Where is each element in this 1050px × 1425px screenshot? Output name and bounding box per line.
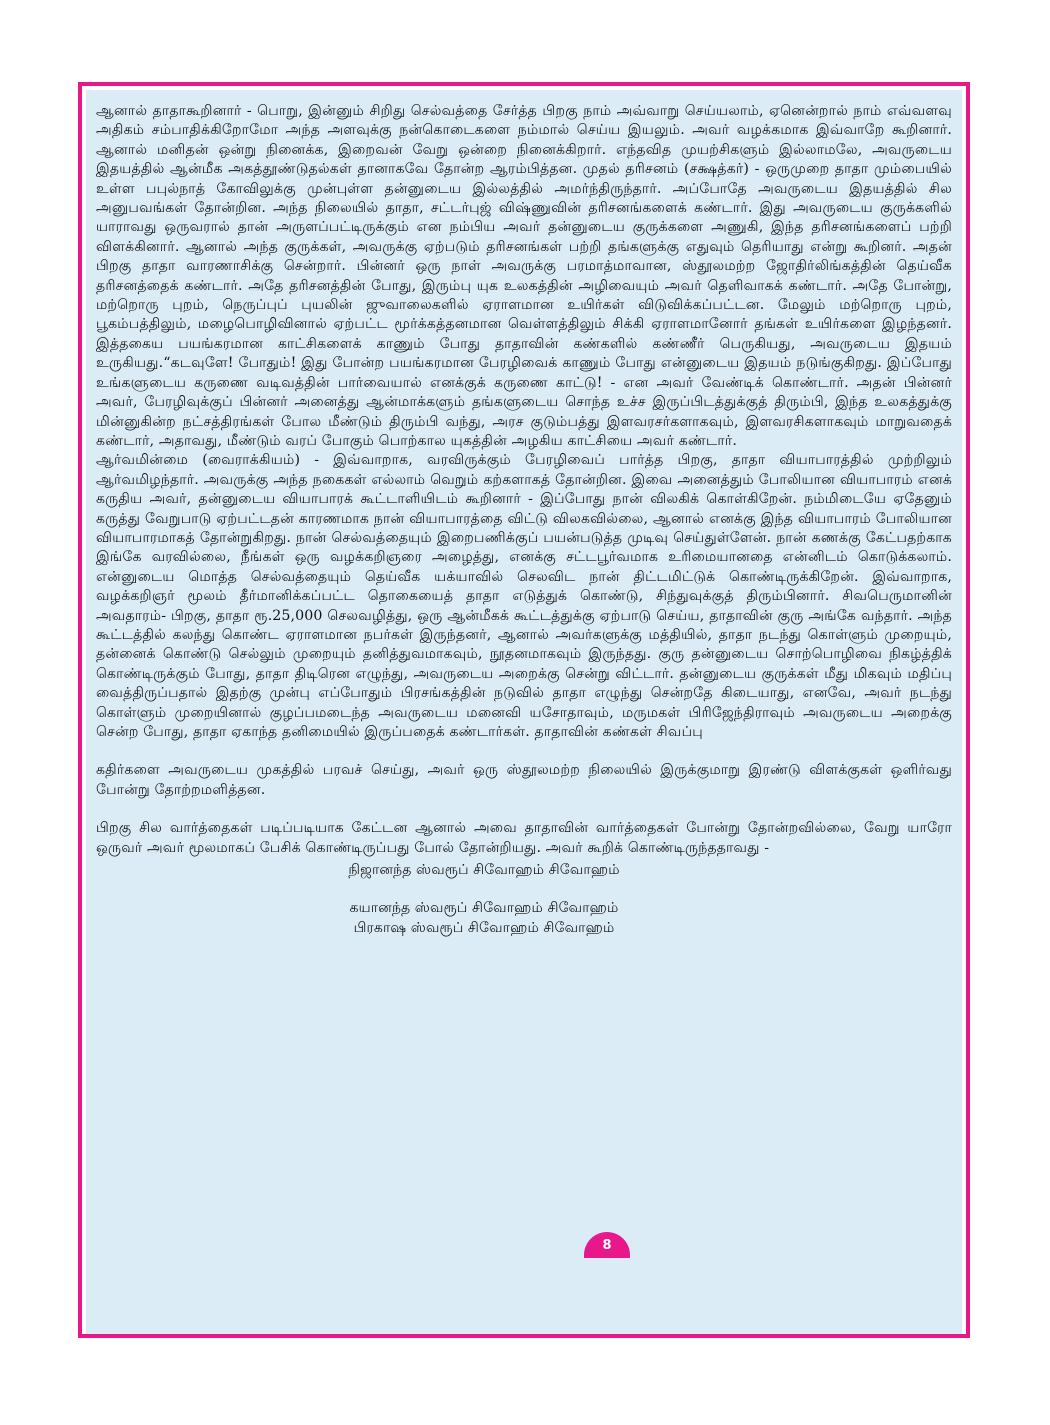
paragraph-detachment: ஆர்வமின்மை (வைராக்கியம்) - இவ்வாறாக, வரவிருக்கும் பேரழிவைப் பார்த்த பிறகு, தாதா வியாபாரத்தில் முற்றிலும் ஆர்வமிழந்தார். அவருக்கு அந்த நகைகள் எல்லாம் வெறும் கற்களாகத் தோன்றின. இவை அனைத்தும் போலியான வியாபாரம் எனக் கருதிய அவர், தன்னுடைய வியாபாரக் கூட்டாளியிடம் கூறினார் - இப்போது நான் விலகிக் கொள்கிறேன். நம்மிடையே ஏதேனும் கருத்து வேறுபாடு ஏற்பட்டதன் காரணமாக நான் வியாபாரத்தை விட்டு விலகவில்லை, ஆனால் எனக்கு இந்த வியாபாரம் போலியான வியாபாரமாகத் தோன்றுகிறது. நான் செல்வத்தையும் இறைபணிக்குப் பயன்படுத்த முடிவு செய்துள்ளேன். நான் கணக்கு கேட்பதற்காக இங்கே வரவில்லை, நீங்கள் ஒரு வழக்கறிஞரை அழைத்து, எனக்கு சட்டபூர்வமாக உரிமையானதை என்னிடம் கொடுக்கலாம். என்னுடைய மொத்த செல்வத்தையும் தெய்வீக யக்யாவில் செலவிட நான் திட்டமிட்டுக் கொண்டிருக்கிறேன். இவ்வாறாக, வழக்கறிஞர் மூலம் தீர்மானிக்கப்பட்ட தொகையைத் தாதா எடுத்துக் கொண்டு, சிந்துவுக்குத் திரும்பினார். சிவபெருமானின் அவதாரம்- பிறகு, தாதா ரூ.25,000 செலவழித்து, ஒரு ஆன்மீகக் கூட்டத்துக்கு ஏற்பாடு செய்ய, தாதாவின் குரு அங்கே வந்தார். அந்த கூட்டத்தில் கலந்து கொண்ட ஏராளமான நபர்கள் இருந்தனர், ஆனால் அவர்களுக்கு மத்தியில், தாதா நடந்து கொள்ளும் முறையும், தன்னைக் கொண்டு செல்லும் முறையும் தனித்துவமாகவும், நூதனமாகவும் இருந்தது. குரு தன்னுடைய சொற்பொழிவை நிகழ்த்திக் கொண்டிருக்கும் போது, தாதா திடிரென எழுந்து, அவருடைய அறைக்கு சென்று விட்டார். தன்னுடைய குருக்கள் மீது மிகவும் மதிப்பு வைத்திருப்பதால் இதற்கு முன்பு எப்போதும் பிரசங்கத்தின் நடுவில் தாதா எழுந்து சென்றதே கிடையாது, எனவே, அவர் நடந்து கொள்ளும் முறையினால் குழப்பமடைந்த அவருடைய மனைவி யசோதாவும், மருமகள் பிரிஜேந்திராவும் அவருடைய அறைக்கு சென்ற போது, தாதா ஏகாந்த தனிமையில் இருப்பதைக் கண்டார்கள். தாதாவின் கண்கள் சிவப்பு <box>96 452 952 740</box>
content-box <box>86 90 962 1334</box>
paragraph-rays: கதிர்களை அவருடைய முகத்தில் பரவச் செய்து, அவர் ஒரு ஸ்தூலமற்ற நிலையில் இருக்குமாறு இரண்டு விளக்குகள் ஒளிர்வது போன்று தோற்றமளித்தன. <box>96 762 952 798</box>
paragraph-gap <box>96 800 952 819</box>
verse-line: நிஜானந்த ஸ்வரூப் சிவோஹம் சிவோஹம் <box>348 862 620 879</box>
paragraph-words: பிறகு சில வார்த்தைகள் படிப்படியாக கேட்டன ஆனால் அவை தாதாவின் வார்த்தைகள் போன்று தோன்றவில்லை, வேறு யாரோ ஒருவர் அவர் மூலமாகப் பேசிக் கொண்டிருப்பது போல் தோன்றியது. அவர் கூறிக் கொண்டிருந்ததாவது - <box>96 820 952 856</box>
verse-line: பிரகாஷ ஸ்வரூப் சிவோஹம் சிவோஹம் <box>353 919 615 936</box>
page-frame <box>78 82 970 1338</box>
paragraph-gap <box>96 742 952 761</box>
verse-block <box>96 861 952 938</box>
page-number: 8 <box>584 1232 630 1258</box>
paragraph-vision: ஆனால் தாதாகூறினார் - பொறு, இன்னும் சிறிது செல்வத்தை சேர்த்த பிறகு நாம் அவ்வாறு செய்யலாம், ஏனென்றால் நாம் எவ்வளவு அதிகம் சம்பாதிக்கிறோமோ அந்த அளவுக்கு நன்கொடைகளை நம்மால் செய்ய இயலும். அவர் வழக்கமாக இவ்வாறே கூறினார். ஆனால் மனிதன் ஒன்று நினைக்க, இறைவன் வேறு ஒன்றை நினைக்கிறார். எந்தவித முயற்சிகளும் இல்லாமலே, அவருடைய இதயத்தில் ஆன்மீக அகத்தூண்டுதல்கள் தானாகவே தோன்ற ஆரம்பித்தன. முதல் தரிசனம் (சக்ஷத்கர்) - ஒருமுறை தாதா மும்பையில் உள்ள பபுல்நாத் கோவிலுக்கு முன்புள்ள தன்னுடைய இல்லத்தில் அமர்ந்திருந்தார். அப்போதே அவருடைய இதயத்தில் சில அனுபவங்கள் தோன்றின. அந்த நிலையில் தாதா, சட்டர்புஜ் விஷ்ணுவின் தரிசனங்களைக் கண்டார். இது அவருடைய குருக்களில் யாராவது ஒருவரால் தான் அருளப்பட்டிருக்கும் என நம்பிய அவர் தன்னுடைய குருக்களை அணுகி, இந்த தரிசனங்களைப் பற்றி விளக்கினார். ஆனால் அந்த குருக்கள், அவருக்கு ஏற்படும் தரிசனங்கள் பற்றி தங்களுக்கு எதுவும் தெரியாது என்று கூறினர். அதன் பிறகு தாதா வாரணாசிக்கு சென்றார். பின்னர் ஒரு நாள் அவருக்கு பரமாத்மாவான, ஸ்தூலமற்ற ஜோதிர்லிங்கத்தின் தெய்வீக தரிசனத்தைக் கண்டார். அதே தரிசனத்தின் போது, இரும்பு யுக உலகத்தின் அழிவையும் அவர் தெளிவாகக் கண்டார். அதே போன்று, மற்றொரு புறம், நெருப்புப் புயலின் ஜுவாலைகளில் ஏராளமான உயிர்கள் விடுவிக்கப்பட்டன. மேலும் மற்றொரு புறம், பூகம்பத்திலும், மழைபொழிவினால் ஏற்பட்ட மூர்க்கத்தனமான வெள்ளத்திலும் சிக்கி ஏராளமானோர் தங்கள் உயிர்களை இழந்தனர். இத்தகைய பயங்கரமான காட்சிகளைக் காணும் போது தாதாவின் கண்களில் கண்ணீர் பெருகியது, அவருடைய இதயம் உருகியது.“கடவுளே! போதும்! இது போன்ற பயங்கரமான பேரழிவைக் காணும் போது என்னுடைய இதயம் நடுங்குகிறது. இப்போது உங்களுடைய கருணை வடிவத்தின் பார்வையால் எனக்குக் கருணை காட்டு! - என அவர் வேண்டிக் கொண்டார். அதன் பின்னர் அவர், பேரழிவுக்குப் பின்னர் அனைத்து ஆன்மாக்களும் தங்களுடைய சொந்த உச்ச இருப்பிடத்துக்குத் திரும்பி, இந்த உலகத்துக்கு மின்னுகின்ற நட்சத்திரங்கள் போல மீண்டும் திரும்பி வந்து, அரச குடும்பத்து இளவரசர்களாகவும், இளவரசிகளாகவும் மாறுவதைக் கண்டார், அதாவது, மீண்டும் வரப் போகும் பொற்கால யுகத்தின் அழகிய காட்சியை அவர் கண்டார். <box>96 103 952 449</box>
verse-line: கயானந்த ஸ்வரூப் சிவோஹம் சிவோஹம் <box>349 900 619 917</box>
verse-gap <box>96 880 952 899</box>
